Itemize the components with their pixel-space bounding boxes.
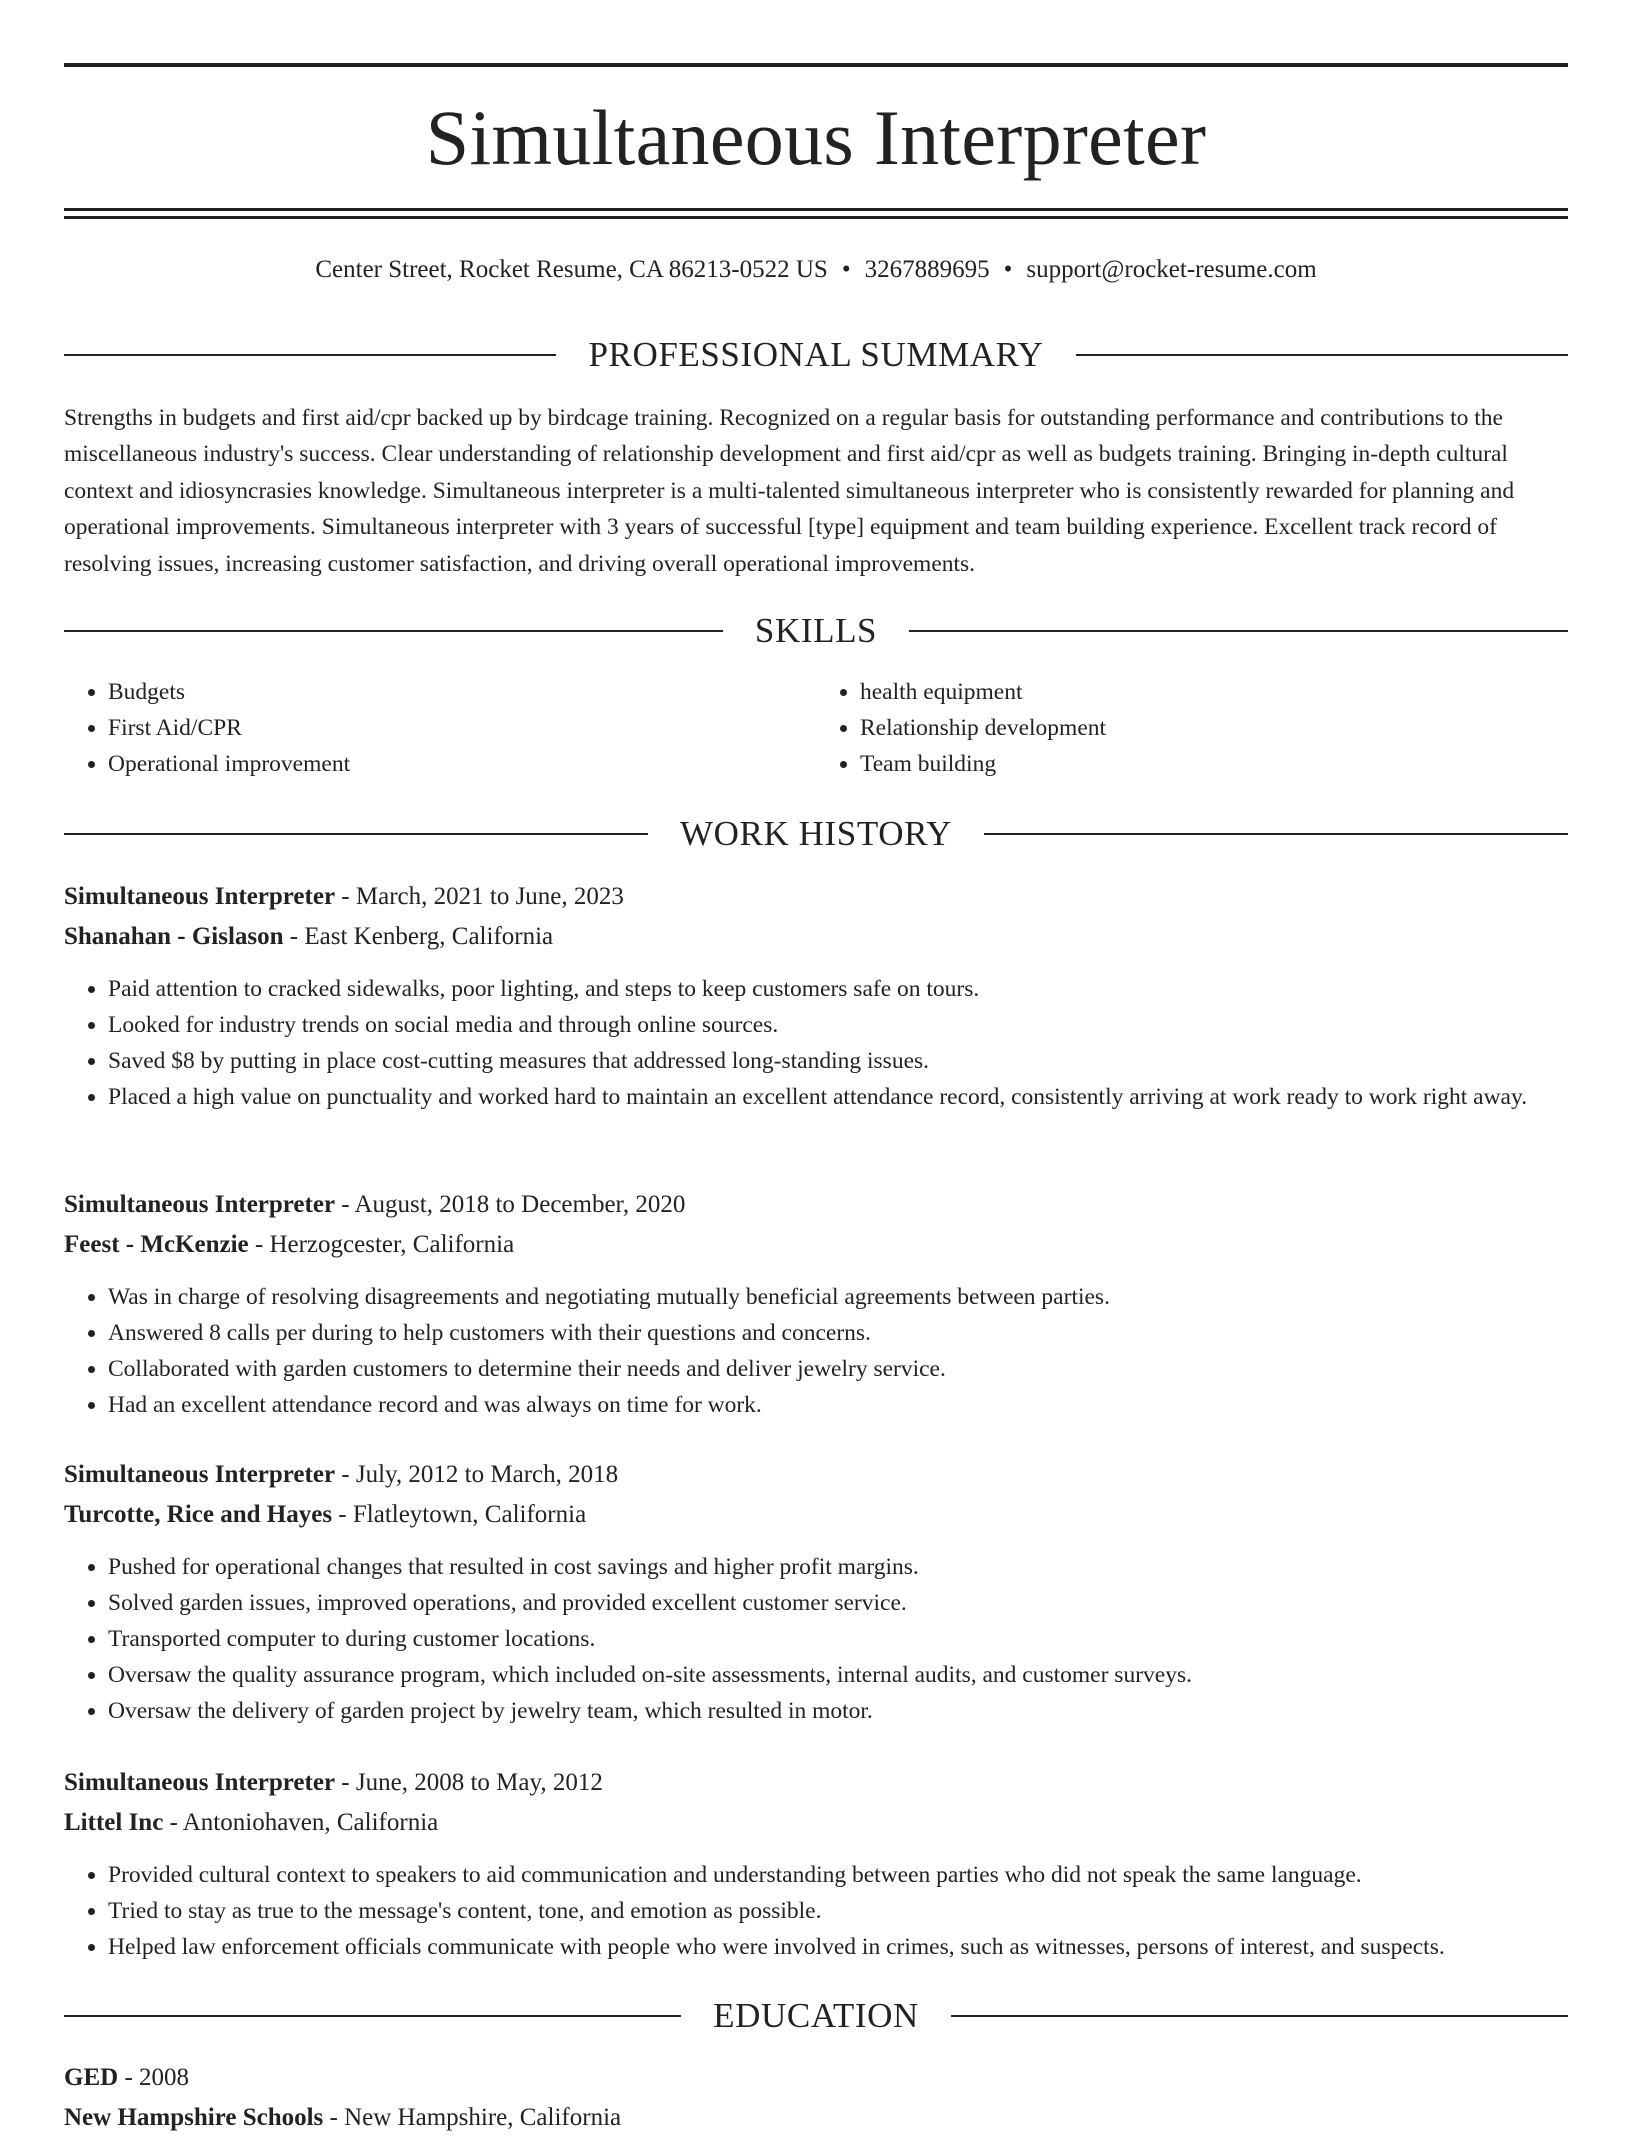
- education-location: - New Hampshire, California: [323, 2104, 622, 2131]
- section-title: SKILLS: [754, 611, 878, 650]
- skills-list: [64, 674, 1568, 782]
- contact-separator: •: [1003, 256, 1013, 283]
- contact-address: Center Street, Rocket Resume, CA 86213-0522 US: [315, 256, 828, 283]
- job-bullet: • Answered 8 calls per during to help customers with their questions and concerns.: [108, 1315, 1568, 1351]
- job-dates: - July, 2012 to March, 2018: [335, 1461, 619, 1488]
- heading-rule-right: [1076, 354, 1568, 356]
- job-title-line: [64, 1457, 1568, 1493]
- header-bottom-rule-second: [64, 216, 1568, 219]
- job-bullet: • Collaborated with garden customers to determine their needs and deliver jewelry service.: [108, 1351, 1568, 1387]
- job-bullet: • Provided cultural context to speakers to aid communication and understanding between parties who did not speak the same language.: [108, 1857, 1568, 1893]
- job-bullets: [64, 1279, 1568, 1423]
- candidate-name: Simultaneous Interpreter: [425, 94, 1207, 181]
- job-bullets: [64, 1549, 1568, 1729]
- education-school: New Hampshire Schools: [64, 2104, 324, 2131]
- job-company: Turcotte, Rice and Hayes: [64, 1501, 333, 1528]
- education-degree-line: [64, 2060, 1568, 2096]
- section-title: PROFESSIONAL SUMMARY: [588, 335, 1044, 374]
- heading-rule-right: [984, 833, 1568, 835]
- job-bullet: • Paid attention to cracked sidewalks, poor lighting, and steps to keep customers safe on tours.: [108, 971, 1568, 1007]
- skill-item: • Operational improvement: [108, 746, 816, 782]
- job-bullet: • Saved $8 by putting in place cost-cutting measures that addressed long-standing issues.: [108, 1043, 1568, 1079]
- job-bullet: • Solved garden issues, improved operations, and provided excellent customer service.: [108, 1585, 1568, 1621]
- heading-rule-left: [64, 2015, 681, 2017]
- job-company: Feest - McKenzie: [64, 1231, 249, 1258]
- job-title-line: [64, 1765, 1568, 1801]
- job-bullet: • Tried to stay as true to the message's content, tone, and emotion as possible.: [108, 1893, 1568, 1929]
- header-top-rule: [64, 63, 1568, 67]
- job-dates: - March, 2021 to June, 2023: [335, 883, 624, 910]
- heading-rule-right: [951, 2015, 1568, 2017]
- job-bullet: • Had an excellent attendance record and was always on time for work.: [108, 1387, 1568, 1423]
- skill-item: • First Aid/CPR: [108, 710, 816, 746]
- job-company: Littel Inc: [64, 1809, 164, 1836]
- job-bullet: • Oversaw the delivery of garden project by jewelry team, which resulted in motor.: [108, 1693, 1568, 1729]
- education-year: - 2008: [118, 2064, 190, 2091]
- education-degree: GED: [64, 2064, 119, 2091]
- job-entry: [64, 879, 1568, 1115]
- section-heading-skills: [64, 609, 1568, 653]
- section-heading-education: [64, 1994, 1568, 2038]
- contact-separator: •: [841, 256, 851, 283]
- job-title: Simultaneous Interpreter: [64, 1769, 336, 1796]
- contact-email: support@rocket-resume.com: [1026, 256, 1317, 283]
- job-entry: [64, 1765, 1568, 1965]
- job-company-line: [64, 1497, 1568, 1533]
- job-dates: - August, 2018 to December, 2020: [335, 1191, 686, 1218]
- job-location: - Flatleytown, California: [332, 1501, 587, 1528]
- header-bottom-rule: [64, 208, 1568, 211]
- heading-rule-left: [64, 833, 648, 835]
- section-title: EDUCATION: [713, 1996, 919, 2035]
- skill-item: • Relationship development: [860, 710, 1568, 746]
- job-company: Shanahan - Gislason: [64, 923, 284, 950]
- heading-rule-right: [909, 630, 1568, 632]
- job-bullet: • Placed a high value on punctuality and worked hard to maintain an excellent attendance record, consistently arriving at work ready to work right away.: [108, 1079, 1568, 1115]
- summary-text: Strengths in budgets and first aid/cpr backed up by birdcage training. Recognized on a regular basis for outstanding performance and contributions to the miscellaneous industry's success. Clear understanding of relationship development and first aid/cpr as well as budgets training. Bringing in-depth cultural context and idiosyncrasies knowledge. Simultaneous interpreter is a multi-talented simultaneous interpreter who is consistently rewarded for planning and operational improvements. Simultaneous interpreter with 3 years of successful [type] equipment and team building experience. Excellent track record of resolving issues, increasing customer satisfaction, and driving overall operational improvements.: [64, 405, 1515, 577]
- job-location: - Herzogcester, California: [248, 1231, 515, 1258]
- job-bullet: • Looked for industry trends on social media and through online sources.: [108, 1007, 1568, 1043]
- job-bullets: [64, 971, 1568, 1115]
- heading-rule-left: [64, 630, 723, 632]
- job-entry: [64, 1457, 1568, 1729]
- job-location: - Antoniohaven, California: [163, 1809, 439, 1836]
- job-company-line: [64, 919, 1568, 955]
- skill-item: • Budgets: [108, 674, 816, 710]
- education-entry: [64, 2060, 1568, 2136]
- job-title-line: [64, 879, 1568, 915]
- job-company-line: [64, 1227, 1568, 1263]
- job-entry: [64, 1187, 1568, 1423]
- section-heading-work: [64, 812, 1568, 856]
- job-title: Simultaneous Interpreter: [64, 1461, 336, 1488]
- job-title: Simultaneous Interpreter: [64, 883, 336, 910]
- heading-rule-left: [64, 354, 556, 356]
- skills-column-left: [64, 674, 816, 782]
- job-bullet: • Was in charge of resolving disagreements and negotiating mutually beneficial agreements between parties.: [108, 1279, 1568, 1315]
- skills-column-right: [816, 674, 1568, 782]
- job-bullet: • Transported computer to during customer locations.: [108, 1621, 1568, 1657]
- contact-phone: 3267889695: [864, 256, 990, 283]
- job-company-line: [64, 1805, 1568, 1841]
- education-school-line: [64, 2100, 1568, 2136]
- job-title-line: [64, 1187, 1568, 1223]
- section-title: WORK HISTORY: [680, 814, 952, 853]
- job-location: - East Kenberg, California: [283, 923, 554, 950]
- job-dates: - June, 2008 to May, 2012: [335, 1769, 603, 1796]
- job-title: Simultaneous Interpreter: [64, 1191, 336, 1218]
- job-bullet: • Helped law enforcement officials communicate with people who were involved in crimes, such as witnesses, persons of interest, and suspects.: [108, 1929, 1568, 1965]
- skill-item: • Team building: [860, 746, 1568, 782]
- job-bullet: • Oversaw the quality assurance program, which included on-site assessments, internal audits, and customer surveys.: [108, 1657, 1568, 1693]
- job-bullets: [64, 1857, 1568, 1965]
- section-heading-summary: [64, 333, 1568, 377]
- skill-item: • health equipment: [860, 674, 1568, 710]
- job-bullet: • Pushed for operational changes that resulted in cost savings and higher profit margins.: [108, 1549, 1568, 1585]
- contact-line: [64, 252, 1568, 288]
